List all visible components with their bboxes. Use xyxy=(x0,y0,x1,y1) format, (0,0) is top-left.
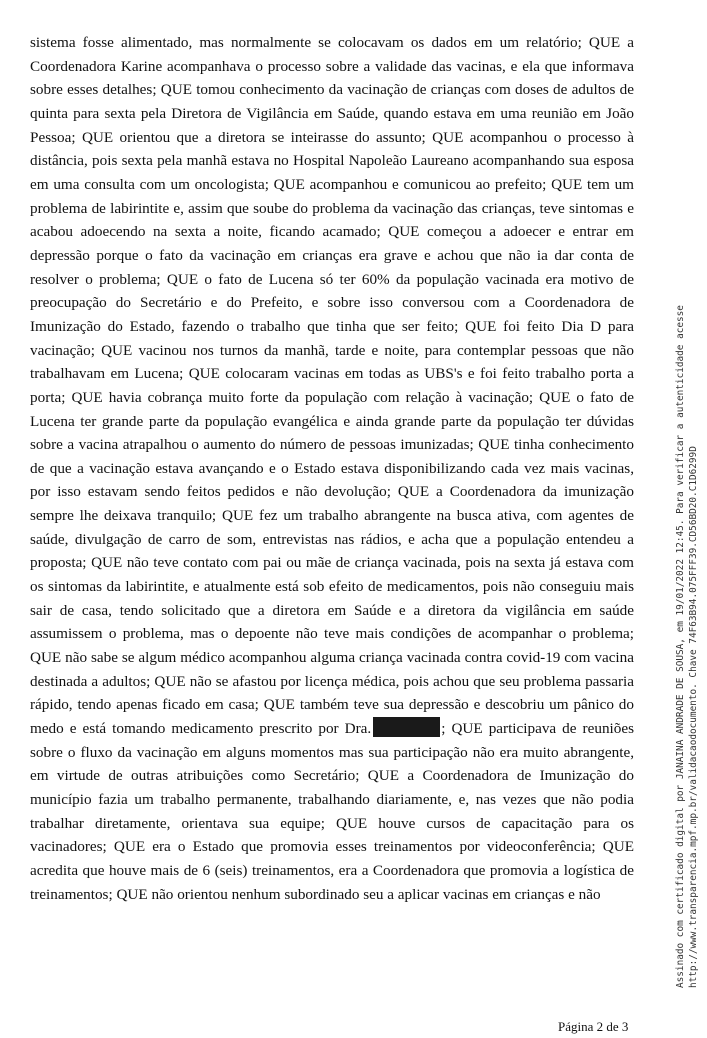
redaction-block xyxy=(373,717,440,737)
document-body xyxy=(30,31,634,906)
deposition-paragraph xyxy=(30,31,634,906)
signature-line-2: http://www.transparencia.mpf.mp.br/validacaodocumento. Chave 74F63B94.075FFF39.CD56BD20.C1D6299D xyxy=(688,446,699,988)
page-number: Página 2 de 3 xyxy=(558,1019,629,1034)
paragraph-text-part1: sistema fosse alimentado, mas normalmente se colocavam os dados em um relatório; QUE a Coordenadora Karine acompanhava o processo sobre a validade das vacinas, e ela que informava sobre esses detalhes; QUE tomou conhecimento da vacinação de crianças com doses de adultos de quinta para sexta pela Diretora de Vigilância em Saúde, quando estava em uma reunião em João Pessoa; QUE orientou que a diretora se inteirasse do assunto; QUE acompanhou o processo à distância, pois sexta pela manhã estava no Hospital Napoleão Laureano acompanhando sua esposa em uma consulta com um oncologista; QUE acompanhou e comunicou ao prefeito; QUE tem um problema de labirintite e, assim que soube do problema da vacinação das crianças, teve sintomas e acabou adoecendo na sexta a noite, ficando acamado; QUE começou a adoecer e entrar em depressão porque o fato da vacinação em crianças era grave e achou que não ia dar conta de resolver o problema; QUE o fato de Lucena só ter 60% da população vacinada era motivo de preocupação do Secretário e do Prefeito, e sobre isso conversou com a Coordenadora de Imunização do Estado, fazendo o trabalho que tinha que ser feito; QUE foi feito Dia D para vacinação; QUE vacinou nos turnos da manhã, tarde e noite, para contemplar pessoas que não trabalhavam em Lucena; QUE colocaram vacinas em todas as UBS's e foi feito trabalho porta a porta; QUE havia cobrança muito forte da população com relação à vacinação; QUE o fato de Lucena ter grande parte da população evangélica e ainda grande parte da população ter dúvidas sobre a vacina atrapalhou o aumento do número de pessoas imunizadas; QUE tinha conhecimento de que a vacinação estava avançando e o Estado estava disponibilizando cada vez mais vacinas, por isso estavam sendo feitos pedidos e não devolução; QUE a Coordenadora da imunização sempre lhe deixava tranquilo; QUE fez um trabalho abrangente na busca ativa, com agentes de saúde, divulgação de carro de som, entrevistas nas rádios, e acha que a população entendeu a proposta; QUE não teve contato com pai ou mãe de criança vacinada, pois na sexta já estava com os sintomas da labirintite, e atualmente está sob efeito de medicamentos, pois não conseguiu mais sair de casa, tendo solicitado que a diretora em Saúde e a diretora da vigilância em saúde assumissem o problema, mas o depoente não teve mais condições de acompanhar o problema; QUE não sabe se algum médico acompanhou alguma criança vacinada contra covid-19 com vacina destinada a adultos; QUE não se afastou por licença médica, pois achou que seu problema passaria rápido, tendo apenas ficado em casa; QUE também teve sua depressão e descobriu um pânico do medo e está tomando medicamento prescrito por Dra. xyxy=(30,34,634,738)
digital-signature-stamp xyxy=(674,168,700,988)
signature-line-1: Assinado com certificado digital por JANAINA ANDRADE DE SOUSA, em 19/01/2022 12:45. Para verificar a autenticidade acesse xyxy=(675,305,686,988)
paragraph-text-part2: ; QUE participava de reuniões sobre o fluxo da vacinação em alguns momentos mas sua participação não era muito abrangente, em virtude de outras atribuições como Secretário; QUE a Coordenadora de Imunização do município fazia um trabalho permanente, trabalhando diariamente, e, nas vezes que não podia trabalhar diretamente, orientava sua equipe; QUE houve cursos de capacitação para os vacinadores; QUE era o Estado que promovia esses treinamentos por videoconferência; QUE acredita que houve mais de 6 (seis) treinamentos, era a Coordenadora que promovia a logística de treinamentos; QUE não orientou nenhum subordinado seu a aplicar vacinas em crianças e não xyxy=(30,720,634,903)
